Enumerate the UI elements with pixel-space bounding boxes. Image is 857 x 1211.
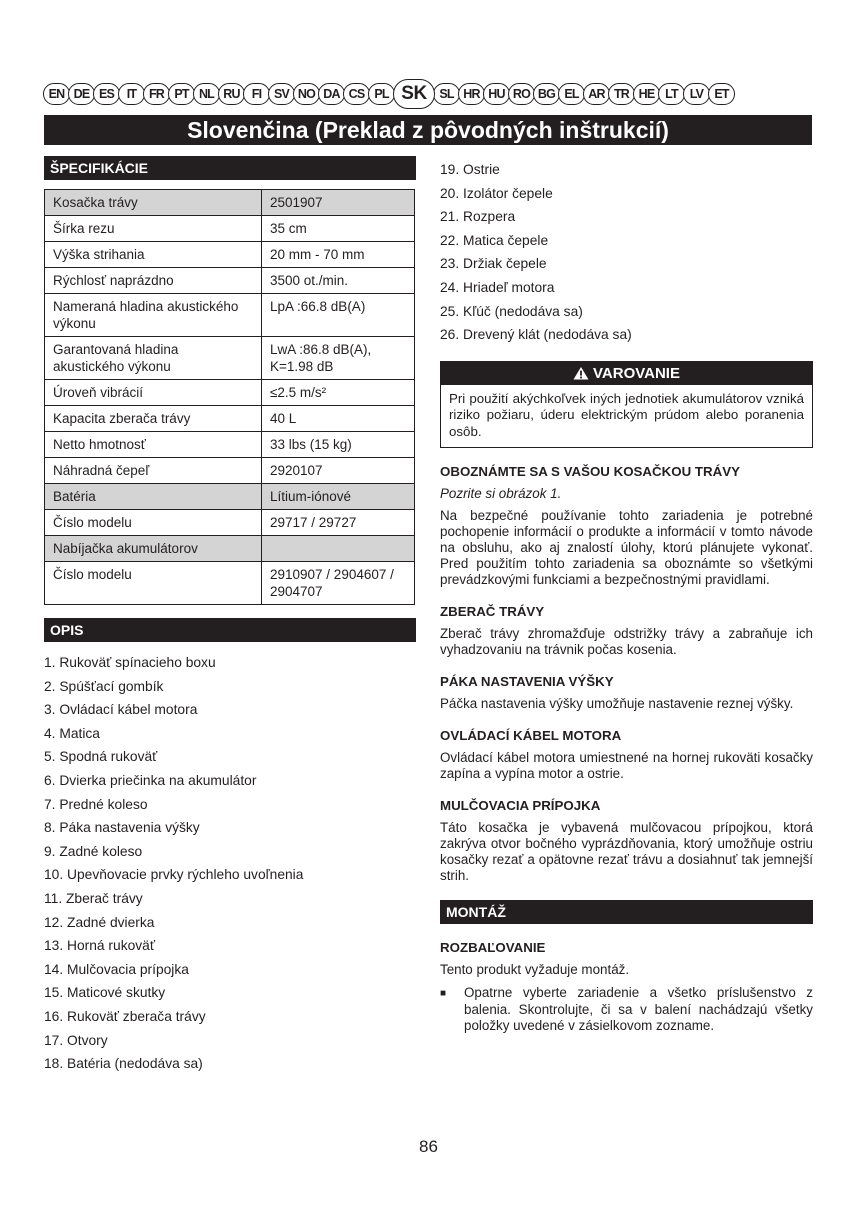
spec-row: [45, 242, 415, 268]
list-item: 5. Spodná rukoväť: [44, 749, 158, 765]
know-heading: OBOZNÁMTE SA S VAŠOU KOSAČKOU TRÁVY: [440, 464, 740, 480]
spec-label: Číslo modelu: [45, 510, 262, 536]
spec-row: [45, 190, 415, 216]
know-text: Na bezpečné používanie tohto zariadenia je potrebné pochopenie informácií o produkte a informácií v tomto návode na obsluhu, ako aj znalostí úlohy, ktorú plánujete vykonať. Pred použitím tohto zariadenia sa oboznámte so všetkými prevádzkovými funkciami a bezpečnostnými pravidlami.: [440, 508, 813, 588]
page-title-text: Slovenčina (Preklad z pôvodných inštrukcií): [187, 116, 669, 143]
warning-box: [440, 361, 813, 449]
list-item: 7. Predné koleso: [44, 796, 148, 812]
bullet-item: [440, 985, 813, 1035]
list-item: 4. Matica: [44, 725, 100, 741]
spec-row: [45, 406, 415, 432]
language-tab-hr[interactable]: HR: [458, 83, 485, 105]
bullet-text: Opatrne vyberte zariadenie a všetko príslušenstvo z balenia. Skontrolujte, či sa v balení nachádzajú všetky položky uvedené v zásielkovom zozname.: [464, 985, 813, 1034]
language-tab-sk[interactable]: SK: [393, 79, 435, 109]
right-column: [440, 158, 813, 1035]
opis-list: [44, 651, 416, 1076]
language-tab-he[interactable]: HE: [633, 83, 660, 105]
list-item: 3. Ovládací kábel motora: [44, 702, 198, 718]
warning-text: Pri použití akýchkoľvek iných jednotiek akumulátorov vzniká riziko požiaru, úderu elektrickým prúdom alebo poranenia osôb.: [449, 390, 804, 439]
mulch-text: Táto kosačka je vybavená mulčovacou prípojkou, ktorá zakrýva otvor bočného vyprázdňovania, ktorý umožňuje ostriu kosačky rezať a opätovne rezať trávu a dosiahnuť tak jemnejší strih.: [440, 820, 813, 884]
spec-row: [45, 510, 415, 536]
warning-triangle-icon: [573, 366, 589, 380]
list-item: 25. Kľúč (nedodáva sa): [440, 303, 583, 319]
spec-value: 33 lbs (15 kg): [262, 432, 415, 458]
spec-row: [45, 337, 415, 380]
list-item: 12. Zadné dvierka: [44, 914, 155, 930]
spec-row: [45, 432, 415, 458]
list-item: 11. Zberač trávy: [44, 890, 143, 906]
opis-list-continued: [440, 158, 813, 347]
spec-label: Kapacita zberača trávy: [45, 406, 262, 432]
mulch-heading: MULČOVACIA PRÍPOJKA: [440, 798, 601, 814]
list-item: 16. Rukoväť zberača trávy: [44, 1008, 206, 1024]
language-tab-et[interactable]: ET: [708, 83, 735, 105]
height-text: Páčka nastavenia výšky umožňuje nastavenie reznej výšky.: [440, 696, 794, 712]
list-item: 24. Hriadeľ motora: [440, 279, 555, 295]
language-tab-en[interactable]: EN: [43, 83, 70, 105]
spec-value: LwA :86.8 dB(A), K=1.98 dB: [262, 337, 415, 380]
spec-row: [45, 562, 415, 605]
cable-heading: OVLÁDACÍ KÁBEL MOTORA: [440, 728, 622, 744]
list-item: 20. Izolátor čepele: [440, 185, 553, 201]
language-tab-pt[interactable]: PT: [168, 83, 195, 105]
spec-row: [45, 268, 415, 294]
language-tab-fi[interactable]: FI: [243, 83, 270, 105]
spec-label: Šírka rezu: [45, 216, 262, 242]
opis-heading: OPIS: [44, 618, 416, 642]
language-tab-it[interactable]: IT: [118, 83, 145, 105]
list-item: 10. Upevňovacie prvky rýchleho uvoľnenia: [44, 867, 304, 883]
list-item: 21. Rozpera: [440, 209, 516, 225]
spec-label: Náhradná čepeľ: [45, 458, 262, 484]
spec-label: Výška strihania: [45, 242, 262, 268]
spec-label: Garantovaná hladina akustického výkonu: [45, 337, 262, 380]
spec-row: [45, 536, 415, 562]
list-item: 19. Ostrie: [440, 162, 500, 177]
page-number: 86: [419, 1137, 438, 1156]
unpacking-intro: Tento produkt vyžaduje montáž.: [440, 962, 630, 978]
language-tab-cs[interactable]: CS: [343, 83, 370, 105]
page-title: [44, 115, 812, 145]
list-item: 17. Otvory: [44, 1032, 108, 1048]
spec-row: [45, 484, 415, 510]
spec-label: Úroveň vibrácií: [45, 380, 262, 406]
spec-row: [45, 380, 415, 406]
unpacking-heading: ROZBAĽOVANIE: [440, 940, 546, 956]
spec-value: 40 L: [262, 406, 415, 432]
list-item: 14. Mulčovacia prípojka: [44, 961, 189, 977]
spec-value: 2920107: [262, 458, 415, 484]
language-tab-lt[interactable]: LT: [658, 83, 685, 105]
spec-value: 20 mm - 70 mm: [262, 242, 415, 268]
unpacking-bullets: [440, 985, 813, 1035]
cable-text: Ovládací kábel motora umiestnené na hornej rukoväti kosačky zapína a vypína motor a ostrie.: [440, 750, 813, 782]
spec-row: [45, 458, 415, 484]
language-tab-tr[interactable]: TR: [608, 83, 635, 105]
left-column: [44, 156, 416, 1076]
language-tab-nl[interactable]: NL: [193, 83, 220, 105]
list-item: 18. Batéria (nedodáva sa): [44, 1056, 203, 1072]
spec-label: Nabíjačka akumulátorov: [45, 536, 262, 562]
spec-value: [262, 536, 415, 562]
spec-heading: ŠPECIFIKÁCIE: [44, 156, 416, 180]
language-tab-el[interactable]: EL: [558, 83, 585, 105]
language-tab-ar[interactable]: AR: [583, 83, 610, 105]
language-tab-no[interactable]: NO: [293, 83, 320, 105]
language-selector: [43, 80, 815, 108]
list-item: 6. Dvierka priečinka na akumulátor: [44, 772, 257, 788]
spec-label: Batéria: [45, 484, 262, 510]
language-tab-sv[interactable]: SV: [268, 83, 295, 105]
height-heading: PÁKA NASTAVENIA VÝŠKY: [440, 674, 614, 690]
list-item: 9. Zadné koleso: [44, 843, 143, 859]
catcher-text: Zberač trávy zhromažďuje odstrižky trávy a zabraňuje ich vyhadzovaniu na trávnik počas kosenia.: [440, 626, 813, 658]
spec-value: ≤2.5 m/s²: [262, 380, 415, 406]
spec-label: Kosačka trávy: [45, 190, 262, 216]
list-item: 1. Rukoväť spínacieho boxu: [44, 655, 216, 670]
spec-value: LpA :66.8 dB(A): [262, 294, 415, 337]
spec-row: [45, 216, 415, 242]
warning-header: [441, 362, 812, 385]
language-tab-es[interactable]: ES: [93, 83, 120, 105]
language-tab-fr[interactable]: FR: [143, 83, 170, 105]
spec-table: [44, 189, 415, 605]
spec-label: Nameraná hladina akustického výkonu: [45, 294, 262, 337]
list-item: 13. Horná rukoväť: [44, 938, 156, 954]
language-tab-de[interactable]: DE: [68, 83, 95, 105]
language-tab-sl[interactable]: SL: [433, 83, 460, 105]
language-tab-hu[interactable]: HU: [483, 83, 510, 105]
list-item: 2. Spúšťací gombík: [44, 678, 164, 694]
language-tab-ru[interactable]: RU: [218, 83, 245, 105]
list-item: 22. Matica čepele: [440, 232, 549, 248]
list-item: 15. Maticové skutky: [44, 985, 166, 1001]
spec-label: Rýchlosť naprázdno: [45, 268, 262, 294]
catcher-heading: ZBERAČ TRÁVY: [440, 604, 545, 620]
list-item: 26. Drevený klát (nedodáva sa): [440, 327, 632, 343]
spec-value: 2501907: [262, 190, 415, 216]
montaz-heading: MONTÁŽ: [440, 900, 813, 924]
language-tab-da[interactable]: DA: [318, 83, 345, 105]
spec-label: Číslo modelu: [45, 562, 262, 605]
spec-value: 29717 / 29727: [262, 510, 415, 536]
language-tab-pl[interactable]: PL: [368, 83, 395, 105]
spec-value: Lítium-iónové: [262, 484, 415, 510]
list-item: 8. Páka nastavenia výšky: [44, 820, 200, 836]
language-tab-lv[interactable]: LV: [683, 83, 710, 105]
list-item: 23. Držiak čepele: [440, 256, 547, 272]
language-tab-ro[interactable]: RO: [508, 83, 535, 105]
bullet-square-icon: ■: [440, 988, 447, 1000]
spec-value: 35 cm: [262, 216, 415, 242]
spec-value: 3500 ot./min.: [262, 268, 415, 294]
spec-value: 2910907 / 2904607 / 2904707: [262, 562, 415, 605]
spec-row: [45, 294, 415, 337]
language-tab-bg[interactable]: BG: [533, 83, 560, 105]
know-ref: Pozrite si obrázok 1.: [440, 486, 562, 502]
spec-label: Netto hmotnosť: [45, 432, 262, 458]
warning-title: VAROVANIE: [593, 364, 680, 382]
